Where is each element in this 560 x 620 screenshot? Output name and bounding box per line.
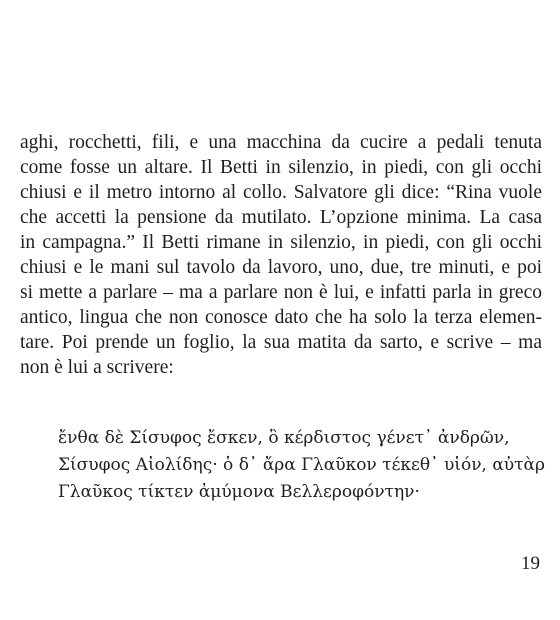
body-paragraph [20, 130, 542, 380]
quote-line: Σίσυφος Αἰολίδης· ὁ δ᾽ ἄρα Γλαῦκον τέκεθ᾽ υἱόν, αὐτὰρ [58, 455, 546, 475]
text-line: chiusi e il metro intorno al collo. Salvatore gli dice: “Rina vuole [20, 182, 542, 203]
text-line: si mette a parlare – ma a parlare non è lui, e infatti parla in greco [20, 282, 542, 303]
text-line: chiusi e le mani sul tavolo da lavoro, uno, due, tre minuti, e poi [20, 257, 542, 278]
text-line: aghi, rocchetti, fili, e una macchina da cucire a pedali tenuta [20, 132, 542, 153]
text-line: che accetti la pensione da mutilato. L’opzione minima. La casa [20, 207, 542, 228]
text-line: antico, lingua che non conosce dato che ha solo la terza elemen- [20, 307, 542, 328]
greek-quotation [58, 425, 546, 506]
text-line: come fosse un altare. Il Betti in silenzio, in piedi, con gli occhi [20, 157, 542, 178]
text-line: tare. Poi prende un foglio, la sua matita da sarto, e scrive – ma [20, 332, 542, 353]
text-line: in campagna.” Il Betti rimane in silenzio, in piedi, con gli occhi [20, 232, 542, 253]
page-number: 19 [521, 553, 540, 574]
text-line: non è lui a scrivere: [20, 357, 174, 378]
quote-line: Γλαῦκος τίκτεν ἀμύμονα Βελλεροφόντην· [58, 482, 420, 502]
quote-line: ἔνθα δὲ Σίσυφος ἔσκεν, ὃ κέρδιστος γένετ᾽ ἀνδρῶν, [58, 428, 510, 448]
